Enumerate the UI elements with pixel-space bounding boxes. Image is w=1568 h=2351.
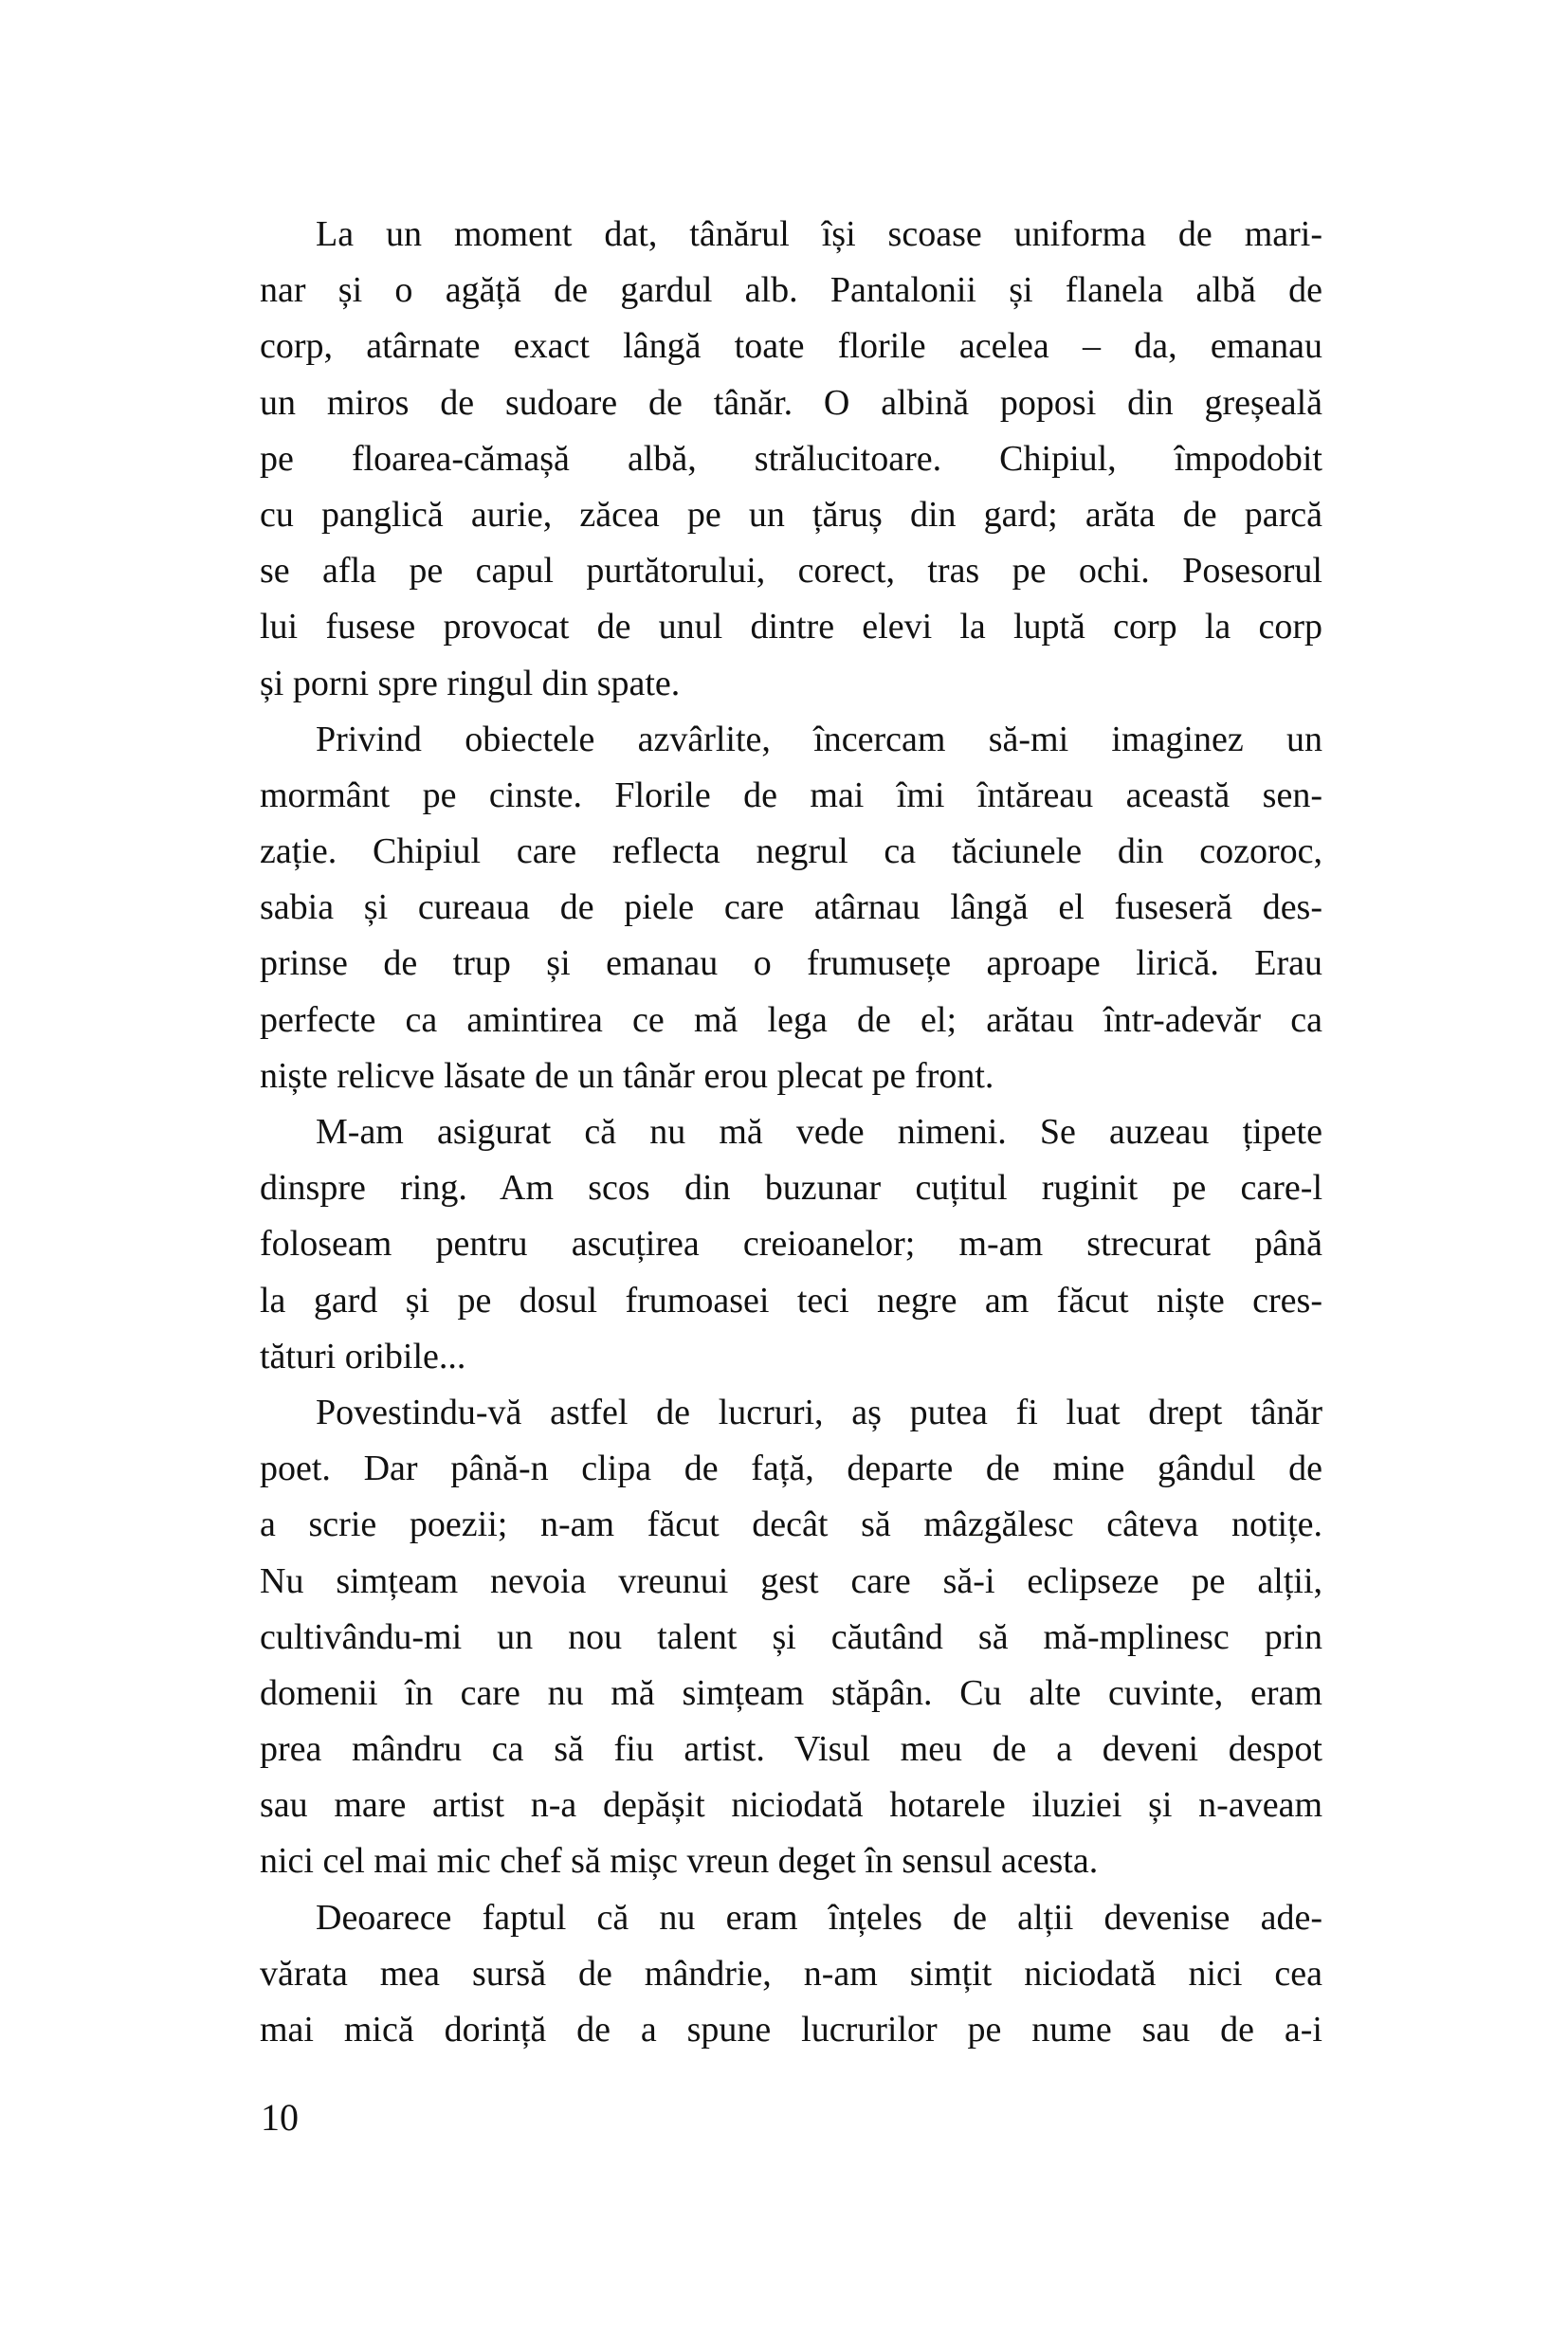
paragraph-first-line: M-am asigurat că nu mă vede nimeni. Se auzeau țipete: [316, 1112, 1322, 1152]
text-line: corp, atârnate exact lângă toate florile acelea – da, emanau: [260, 326, 1322, 367]
text-line: sau mare artist n-a depășit niciodată hotarele iluziei și n-aveam: [260, 1785, 1322, 1826]
paragraph-first-line: La un moment dat, tânărul își scoase uniforma de mari-: [316, 214, 1322, 254]
text-line: cultivându-mi un nou talent și căutând să mă-mplinesc prin: [260, 1616, 1322, 1657]
text-line: Nu simțeam nevoia vreunui gest care să-i eclipseze pe alții,: [260, 1560, 1322, 1601]
paragraph-first-line: Deoarece faptul că nu eram înțeles de alții devenise ade-: [316, 1897, 1322, 1938]
text-line: zație. Chipiul care reflecta negrul ca tăciunele din cozoroc,: [260, 831, 1322, 872]
text-line: pe floarea-cămașă albă, strălucitoare. Chipiul, împodobit: [260, 438, 1322, 479]
text-line: poet. Dar până-n clipa de față, departe de mine gândul de: [260, 1449, 1322, 1489]
text-line: foloseam pentru ascuțirea creioanelor; m-am strecurat până: [260, 1224, 1322, 1265]
text-line: tături oribile...: [260, 1336, 466, 1376]
text-line: dinspre ring. Am scos din buzunar cuțitul ruginit pe care-l: [260, 1168, 1322, 1209]
text-line: domenii în care nu mă simțeam stăpân. Cu alte cuvinte, eram: [260, 1672, 1322, 1713]
text-line: niște relicve lăsate de un tânăr erou plecat pe front.: [260, 1055, 994, 1096]
text-line: nici cel mai mic chef să mișc vreun deget în sensul acesta.: [260, 1841, 1099, 1882]
text-line: se afla pe capul purtătorului, corect, tras pe ochi. Posesorul: [260, 551, 1322, 592]
text-line: prea mândru ca să fiu artist. Visul meu de a deveni despot: [260, 1729, 1322, 1770]
text-line: cu panglică aurie, zăcea pe un țăruș din gard; arăta de parcă: [260, 494, 1322, 535]
text-line: vărata mea sursă de mândrie, n-am simțit niciodată nici cea: [260, 1953, 1322, 1994]
text-line: la gard și pe dosul frumoasei teci negre am făcut niște cres-: [260, 1280, 1322, 1321]
paragraph-first-line: Povestindu-vă astfel de lucruri, aș putea fi luat drept tânăr: [316, 1392, 1322, 1432]
paragraph-first-line: Privind obiectele azvârlite, încercam să-mi imaginez un: [316, 719, 1322, 759]
text-line: mormânt pe cinste. Florile de mai îmi întăreau această sen-: [260, 775, 1322, 815]
text-line: sabia și cureaua de piele care atârnau lângă el fuseseră des-: [260, 887, 1322, 928]
text-line: lui fusese provocat de unul dintre elevi la luptă corp la corp: [260, 607, 1322, 647]
text-line: a scrie poezii; n-am făcut decât să mâzgălesc câteva notițe.: [260, 1504, 1322, 1545]
text-line: perfecte ca amintirea ce mă lega de el; arătau într-adevăr ca: [260, 999, 1322, 1040]
text-line: mai mică dorință de a spune lucrurilor pe nume sau de a-i: [260, 2010, 1322, 2050]
text-line: nar și o agăță de gardul alb. Pantalonii și flanela albă de: [260, 270, 1322, 311]
body-text: [260, 207, 1322, 2058]
text-line: prinse de trup și emanau o frumusețe aproape lirică. Erau: [260, 943, 1322, 984]
page-number: 10: [261, 2096, 299, 2139]
text-line: și porni spre ringul din spate.: [260, 663, 681, 703]
text-line: un miros de sudoare de tânăr. O albină poposi din greșeală: [260, 382, 1322, 423]
